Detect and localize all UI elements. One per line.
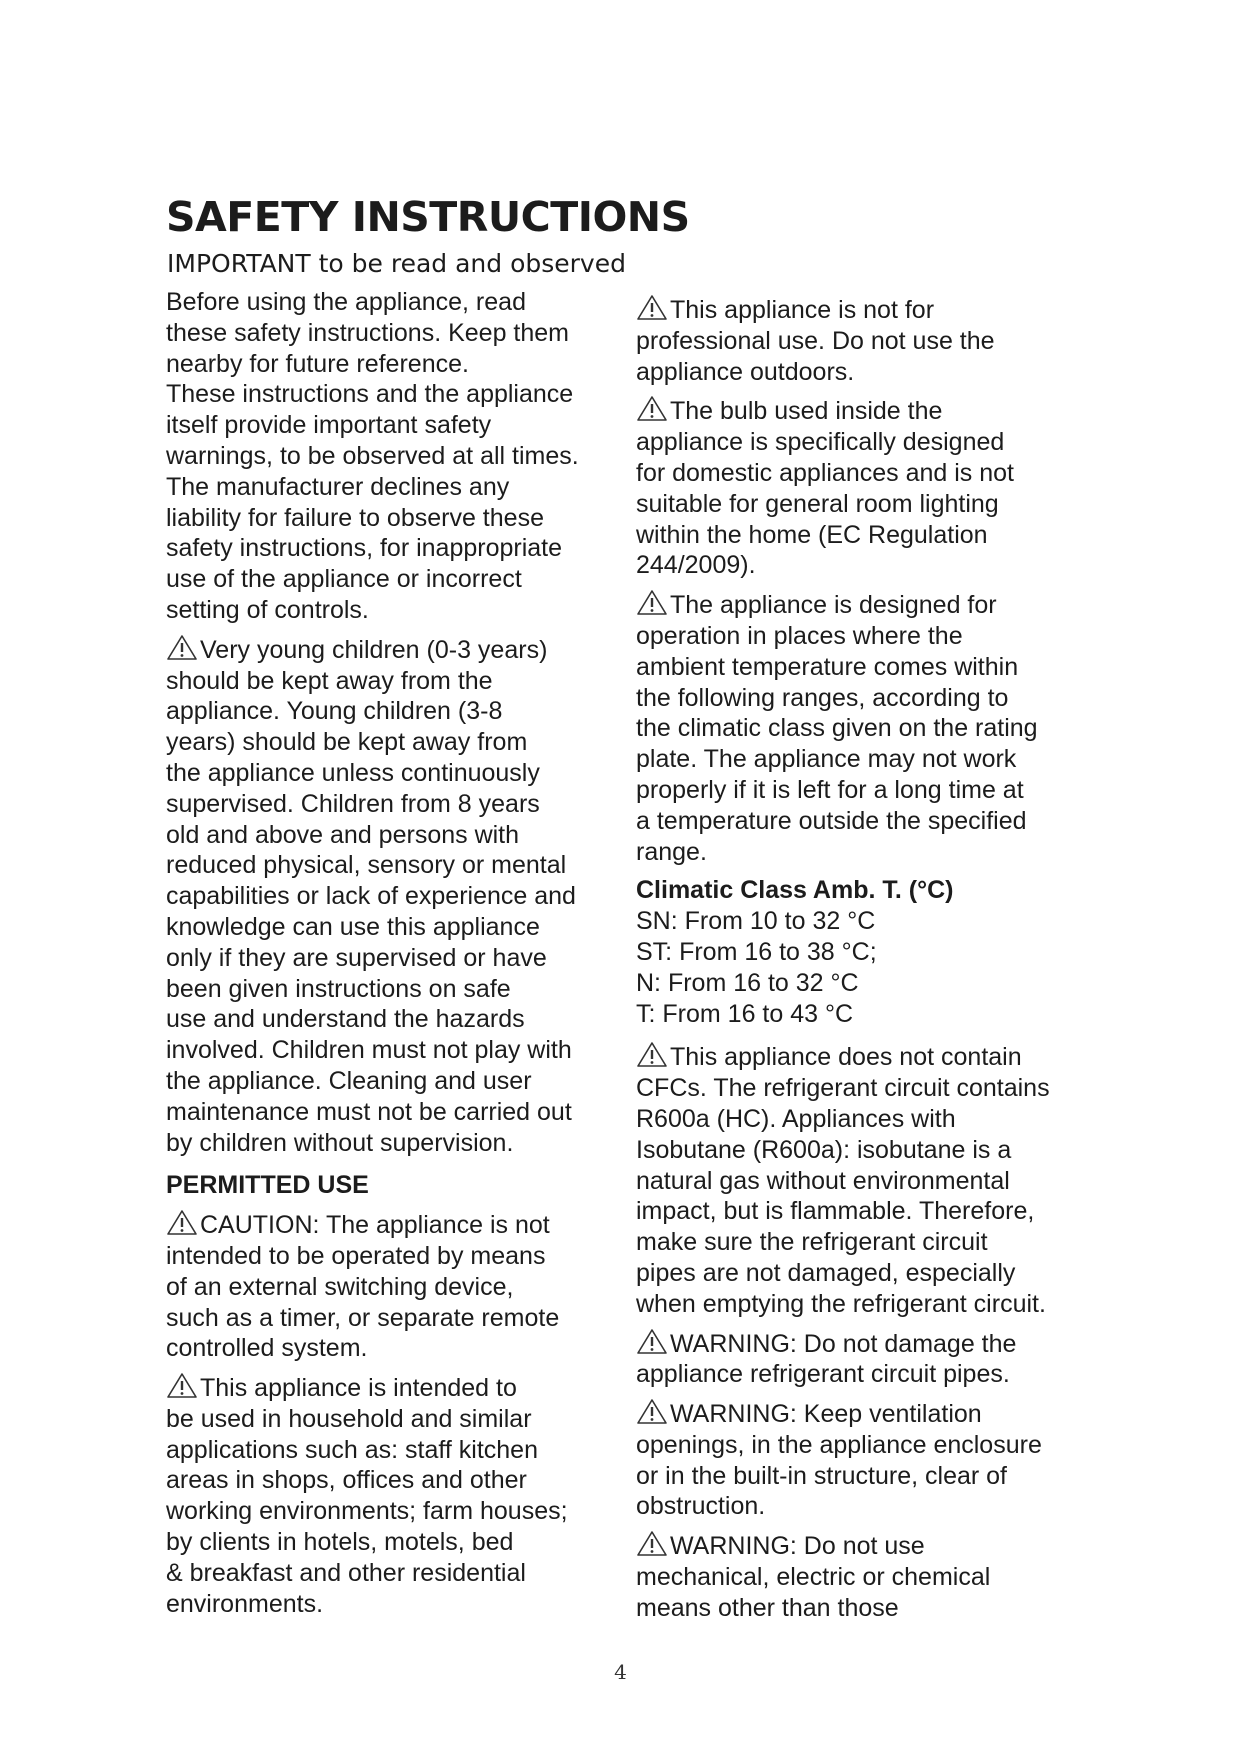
mechanical-means-warning: WARNING: Do not use mechanical, electric or chemical means other than those — [636, 1532, 991, 1622]
right-column — [636, 294, 1106, 1624]
left-column — [166, 287, 616, 1619]
page-subtitle: IMPORTANT to be read and observed — [167, 249, 626, 278]
warning-triangle-icon — [166, 634, 200, 661]
intro-paragraph-2: These instructions and the appliance itself provide important safety warnings, to be observed at all times. The manufacturer declines any liability for failure to observe these safety instructions, for inappropriate use of the appliance or incorrect setting of controls. — [166, 380, 579, 624]
warning-triangle-icon — [636, 1328, 670, 1355]
page-number: 4 — [614, 1660, 627, 1684]
climatic-row: T: From 16 to 43 °C — [636, 999, 854, 1028]
temperature-warning: The appliance is designed for operation in places where the ambient temperature comes within the following ranges, according to the climatic class given on the rating plate. The appliance may not work properly if it is left for a long time at a temperature outside the specified range. — [636, 591, 1038, 866]
ventilation-warning: WARNING: Keep ventilation openings, in the appliance enclosure or in the built-in structure, clear of obstruction. — [636, 1400, 1042, 1521]
cfc-warning: This appliance does not contain CFCs. The refrigerant circuit contains R600a (HC). Appliances with Isobutane (R600a): isobutane is a natural gas without environmental impact, but is flammable. Therefore, make sure the refrigerant circuit pipes are not damaged, especially when emptying the refrigerant circuit. — [636, 1043, 1050, 1318]
climatic-class-heading: Climatic Class Amb. T. (°C) — [636, 876, 954, 905]
climatic-row: N: From 16 to 32 °C — [636, 968, 859, 997]
caution-warning: CAUTION: The appliance is not intended to be operated by means of an external switching device, such as a timer, or separate remote controlled system. — [166, 1211, 560, 1363]
page-title: SAFETY INSTRUCTIONS — [166, 193, 690, 241]
warning-triangle-icon — [636, 1398, 670, 1425]
warning-triangle-icon — [166, 1209, 200, 1236]
climatic-row: SN: From 10 to 32 °C — [636, 907, 876, 936]
warning-triangle-icon — [636, 1041, 670, 1068]
permitted-use-heading: PERMITTED USE — [166, 1171, 369, 1200]
warning-triangle-icon — [166, 1372, 200, 1399]
warning-triangle-icon — [636, 589, 670, 616]
climatic-row: ST: From 16 to 38 °C; — [636, 937, 877, 966]
children-warning: Very young children (0-3 years) should be kept away from the appliance. Young children (3-8 years) should be kept away from the appliance unless continuously supervised. Children from 8 years old and above and persons with reduced physical, sensory or mental capabilities or lack of experience and knowledge can use this appliance only if they are supervised or have been given instructions on safe use and understand the hazards involved. Children must not play with the appliance. Cleaning and user maintenance must not be carried out by children without supervision. — [166, 635, 576, 1157]
warning-triangle-icon — [636, 294, 670, 321]
warning-triangle-icon — [636, 1530, 670, 1557]
bulb-warning: The bulb used inside the appliance is specifically designed for domestic appliances and is not suitable for general room lighting within the home (EC Regulation 244/2009). — [636, 397, 1014, 580]
pipes-warning: WARNING: Do not damage the appliance refrigerant circuit pipes. — [636, 1329, 1017, 1389]
warning-triangle-icon — [636, 395, 670, 422]
professional-use-warning: This appliance is not for professional use. Do not use the appliance outdoors. — [636, 296, 995, 386]
household-use-warning: This appliance is intended to be used in household and similar applications such as: staff kitchen areas in shops, offices and other working environments; farm houses; by clients in hotels, motels, bed & breakfast and other residential environments. — [166, 1374, 568, 1618]
intro-paragraph-1: Before using the appliance, read these safety instructions. Keep them nearby for future reference. — [166, 288, 569, 378]
